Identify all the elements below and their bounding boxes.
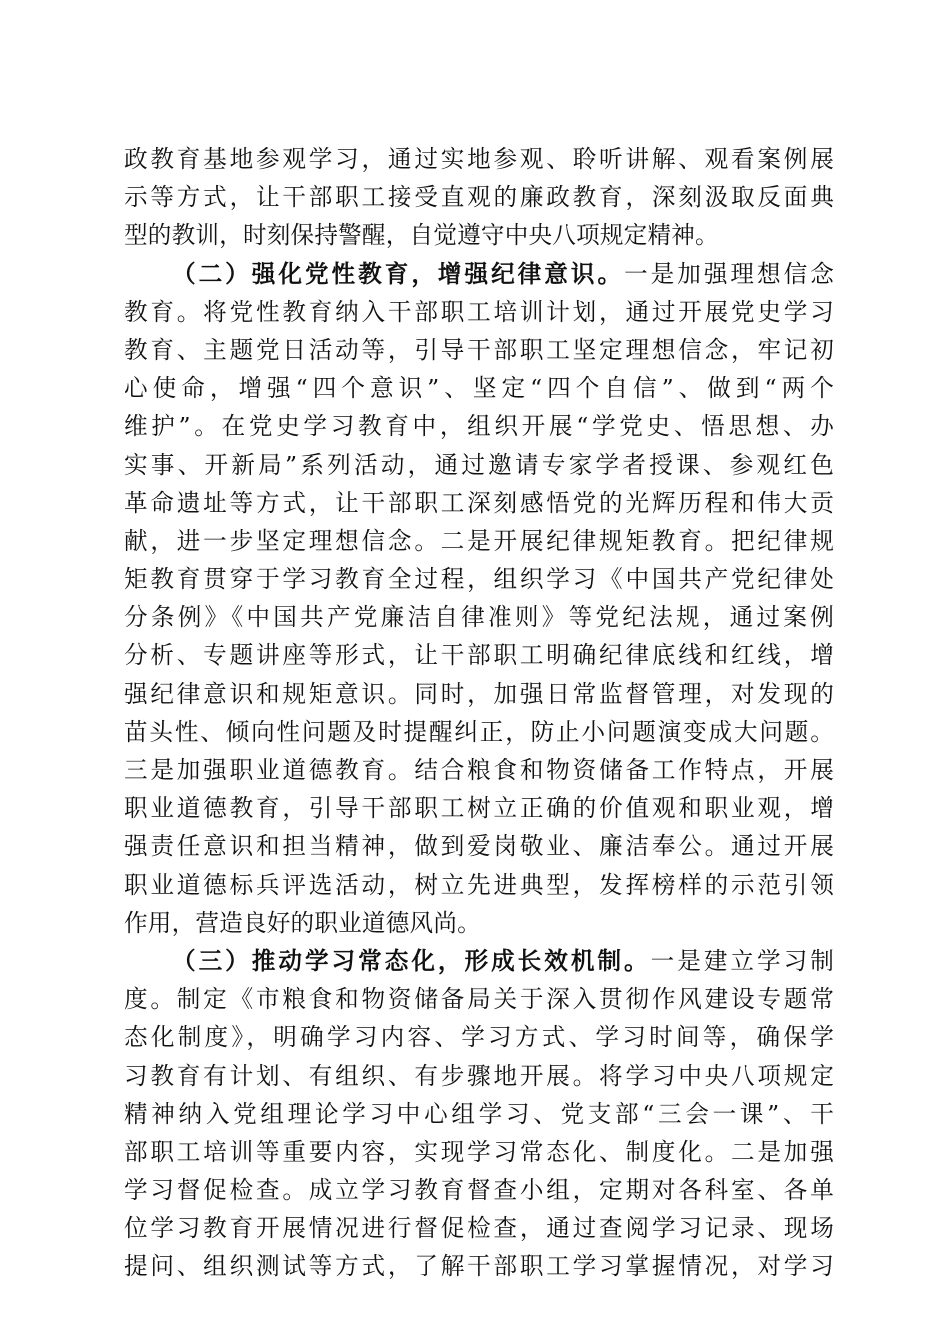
text-line: 部职工培训等重要内容，实现学习常态化、制度化。二是加强 xyxy=(124,1137,834,1166)
text-line: 苗头性、倾向性问题及时提醒纠正，防止小问题演变成大问题。 xyxy=(124,717,834,746)
heading-line-rest: 一是建立学习制 xyxy=(650,946,834,975)
text-line: 作用，营造良好的职业道德风尚。 xyxy=(124,908,481,937)
paragraph xyxy=(124,255,834,942)
text-line: 度。制定《市粮食和物资储备局关于深入贯彻作风建设专题常 xyxy=(124,985,834,1014)
text-line: 习教育有计划、有组织、有步骤地开展。将学习中央八项规定 xyxy=(124,1061,834,1090)
text-line: 实事、开新局”系列活动，通过邀请专家学者授课、参观红色 xyxy=(124,450,834,479)
text-line: 心使命，增强“四个意识”、坚定“四个自信”、做到“两个 xyxy=(124,374,834,403)
text-line: 矩教育贯穿于学习教育全过程，组织学习《中国共产党纪律处 xyxy=(124,565,834,594)
text-line xyxy=(124,942,834,980)
text-line: 提问、组织测试等方式，了解干部职工学习掌握情况，对学习 xyxy=(124,1252,834,1281)
text-line: 献，进一步坚定理想信念。二是开展纪律规矩教育。把纪律规 xyxy=(124,526,834,555)
section-heading: （二）强化党性教育，增强纪律意识。 xyxy=(172,259,625,288)
heading-line-rest: 一是加强理想信念 xyxy=(624,259,834,288)
paragraph xyxy=(124,140,834,255)
text-line: 学习督促检查。成立学习教育督查小组，定期对各科室、各单 xyxy=(124,1176,834,1205)
body-text xyxy=(124,140,834,1286)
text-line: 分析、专题讲座等形式，让干部职工明确纪律底线和红线，增 xyxy=(124,641,834,670)
text-line: 示等方式，让干部职工接受直观的廉政教育，深刻汲取反面典 xyxy=(124,183,834,212)
text-line: 位学习教育开展情况进行督促检查，通过查阅学习记录、现场 xyxy=(124,1214,834,1243)
text-line: 维护”。在党史学习教育中，组织开展“学党史、悟思想、办 xyxy=(124,412,834,441)
text-line: 三是加强职业道德教育。结合粮食和物资储备工作特点，开展 xyxy=(124,756,834,784)
text-line: 革命遗址等方式，让干部职工深刻感悟党的光辉历程和伟大贡 xyxy=(124,488,834,517)
text-line: 强纪律意识和规矩意识。同时，加强日常监督管理，对发现的 xyxy=(124,679,834,708)
text-line: 分条例》《中国共产党廉洁自律准则》等党纪法规，通过案例 xyxy=(124,603,834,632)
paragraph xyxy=(124,942,834,1286)
text-line: 精神纳入党组理论学习中心组学习、党支部“三会一课”、干 xyxy=(124,1099,834,1128)
text-line: 职业道德教育，引导干部职工树立正确的价值观和职业观，增 xyxy=(124,794,834,823)
text-line: 教育。将党性教育纳入干部职工培训计划，通过开展党史学习 xyxy=(124,297,834,326)
text-line: 型的教训，时刻保持警醒，自觉遵守中央八项规定精神。 xyxy=(124,221,719,250)
text-line: 强责任意识和担当精神，做到爱岗敬业、廉洁奉公。通过开展 xyxy=(124,832,834,861)
text-line: 职业道德标兵评选活动，树立先进典型，发挥榜样的示范引领 xyxy=(124,870,834,899)
text-line xyxy=(124,255,834,293)
text-line: 政教育基地参观学习，通过实地参观、聆听讲解、观看案例展 xyxy=(124,145,834,173)
section-heading: （三）推动学习常态化，形成长效机制。 xyxy=(172,946,651,975)
text-line: 教育、主题党日活动等，引导干部职工坚定理想信念，牢记初 xyxy=(124,335,834,364)
text-line: 态化制度》，明确学习内容、学习方式、学习时间等，确保学 xyxy=(124,1023,834,1052)
